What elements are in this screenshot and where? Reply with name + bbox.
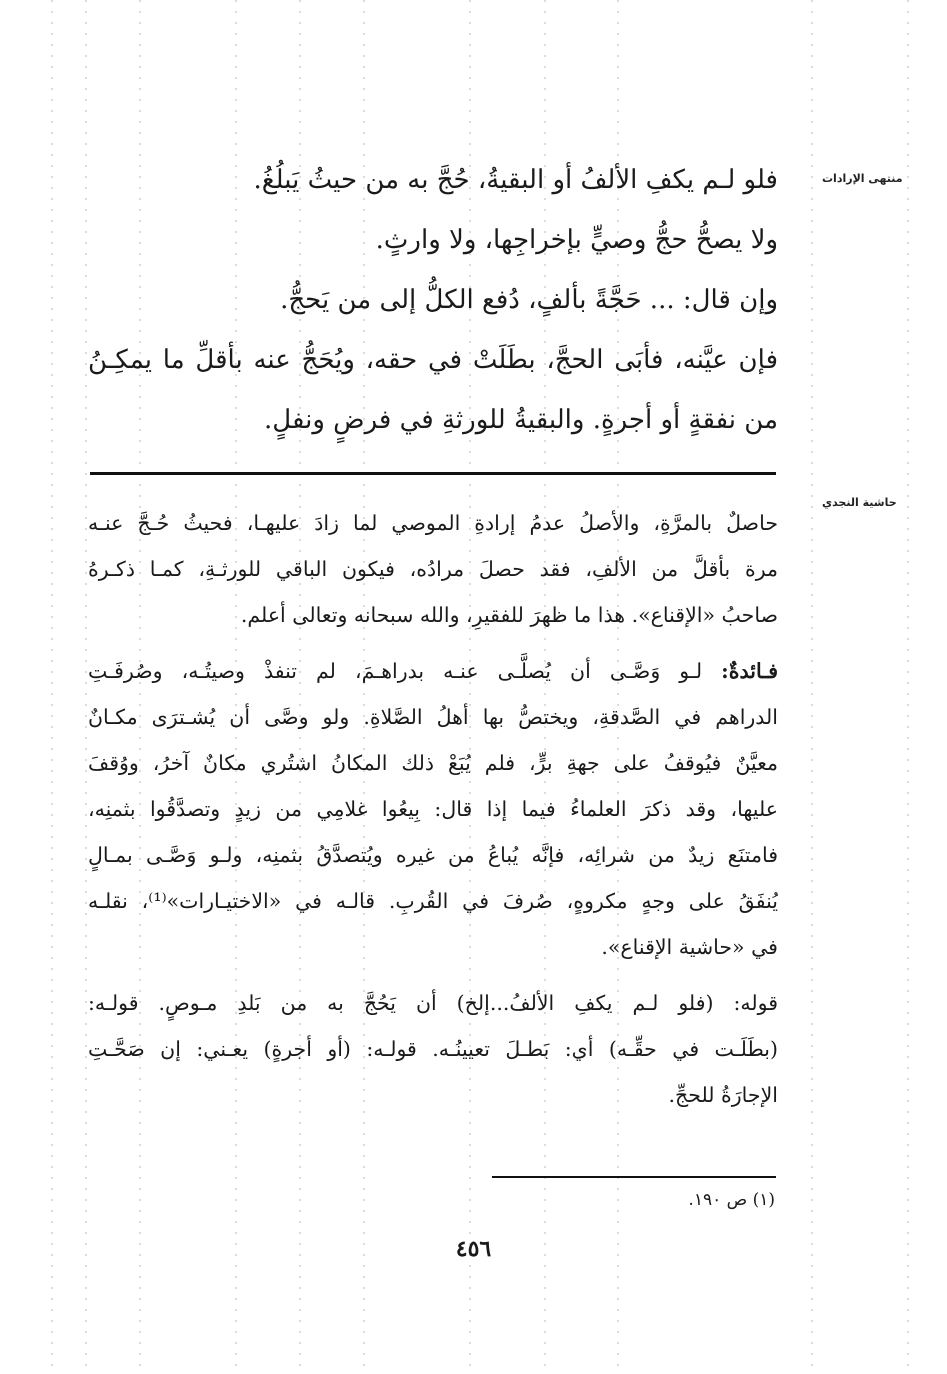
commentary-line: صاحبُ «الإقناع». هذا ما ظهرَ للفقيرِ، والله سبحانه وتعالى أعلم. [240, 603, 778, 627]
commentary-line: في «حاشية الإقناع». [601, 935, 778, 959]
commentary-line-text: لـو وَصَّـى أن يُصلَّـى عنـه بدراهـمَ، لم تنفذْ وصيتُـه، وصُرفَـتِ [88, 659, 722, 683]
main-text-line: وإن قال: ... حَجَّةً بألفٍ، دُفع الكلُّ إلى من يَحجُّ. [280, 285, 778, 315]
margin-label-commentary: حاشية النجدي [822, 496, 897, 509]
commentary-line: (بطَلَـت في حقِّـه) أي: بَطـلَ تعيينُـه. قولـه: (أو أجرةٍ) يعـني: إن صَحَّـتِ [88, 1037, 778, 1061]
commentary-line: قوله: (فلو لـم يكفِ الألفُ...إلخ) أن يَحُجَّ به من بَلدِ مـوصٍ. قولـه: [88, 991, 778, 1015]
main-text-block [88, 150, 778, 450]
commentary-line: الإجارَةُ للحجِّ. [668, 1083, 778, 1107]
commentary-line: الدراهم في الصَّدقةِ، ويختصُّ بها أهلُ الصَّلاةِ. ولو وصَّى أن يُشـترَى مكـانٌ [88, 705, 778, 729]
main-text-line: فلو لـم يكفِ الألفُ أو البقيةُ، حُجَّ به من حيثُ يَبلُغُ. [253, 165, 778, 195]
footnote: (١) ص ١٩٠. [688, 1190, 775, 1210]
commentary-paragraph [88, 500, 778, 638]
commentary-line [88, 648, 778, 694]
page-number: ٤٥٦ [455, 1236, 492, 1262]
commentary-line: عليها، وقد ذكرَ العلماءُ فيما إذا قال: بِيعُوا غلامِي من زيدٍ وتصدَّقُوا بثمنِه، [88, 797, 778, 821]
main-text-line: من نفقةٍ أو أجرةٍ. والبقيةُ للورثةِ في فرضٍ ونفلٍ. [263, 405, 778, 435]
footnote-divider [492, 1176, 776, 1178]
commentary-line: فامتنَع زيدٌ من شرائِه، فإنَّه يُباعُ من غيره ويُتصدَّقُ بثمنِه، ولـو وَصَّـى بمـالٍ [88, 843, 778, 867]
commentary-line: مرة بأقلَّ من الألفِ، فقد حصلَ مرادُه، فيكون الباقي للورثـةِ، كمـا ذكـرهُ [88, 557, 778, 581]
commentary-line: حاصلٌ بالمرَّةِ، والأصلُ عدمُ إرادةِ الموصي لما زادَ عليهـا، فحيثُ حُـجَّ عنـه [88, 511, 778, 535]
benefit-heading: فـائدةٌ: [721, 659, 778, 683]
commentary-line: يُنفَقُ على وجهٍ مكروهٍ، صُرفَ في القُربِ. قالـه في «الاختيـارات»⁽¹⁾، نقلـه [88, 889, 778, 913]
main-text-line: فإن عيَّنه، فأبَى الحجَّ، بطَلَتْ في حقه، ويُحَجُّ عنه بأقلِّ ما يمكِـنُ [88, 345, 778, 375]
commentary-paragraph-glosses [88, 980, 778, 1118]
margin-label-main-text: منتهى الإرادات [822, 172, 903, 185]
commentary-paragraph-benefit [88, 648, 778, 970]
main-text-line: ولا يصحُّ حجُّ وصيٍّ بإخراجِها، ولا وارثٍ. [375, 225, 778, 255]
commentary-block [88, 500, 778, 1118]
section-divider [90, 472, 776, 475]
commentary-line: معيَّنٌ فيُوقفُ على جهةِ برٍّ، فلم يُبَعْ ذلك المكانُ اشتُري مكانٌ آخرُ، ووُقفَ [88, 751, 778, 775]
